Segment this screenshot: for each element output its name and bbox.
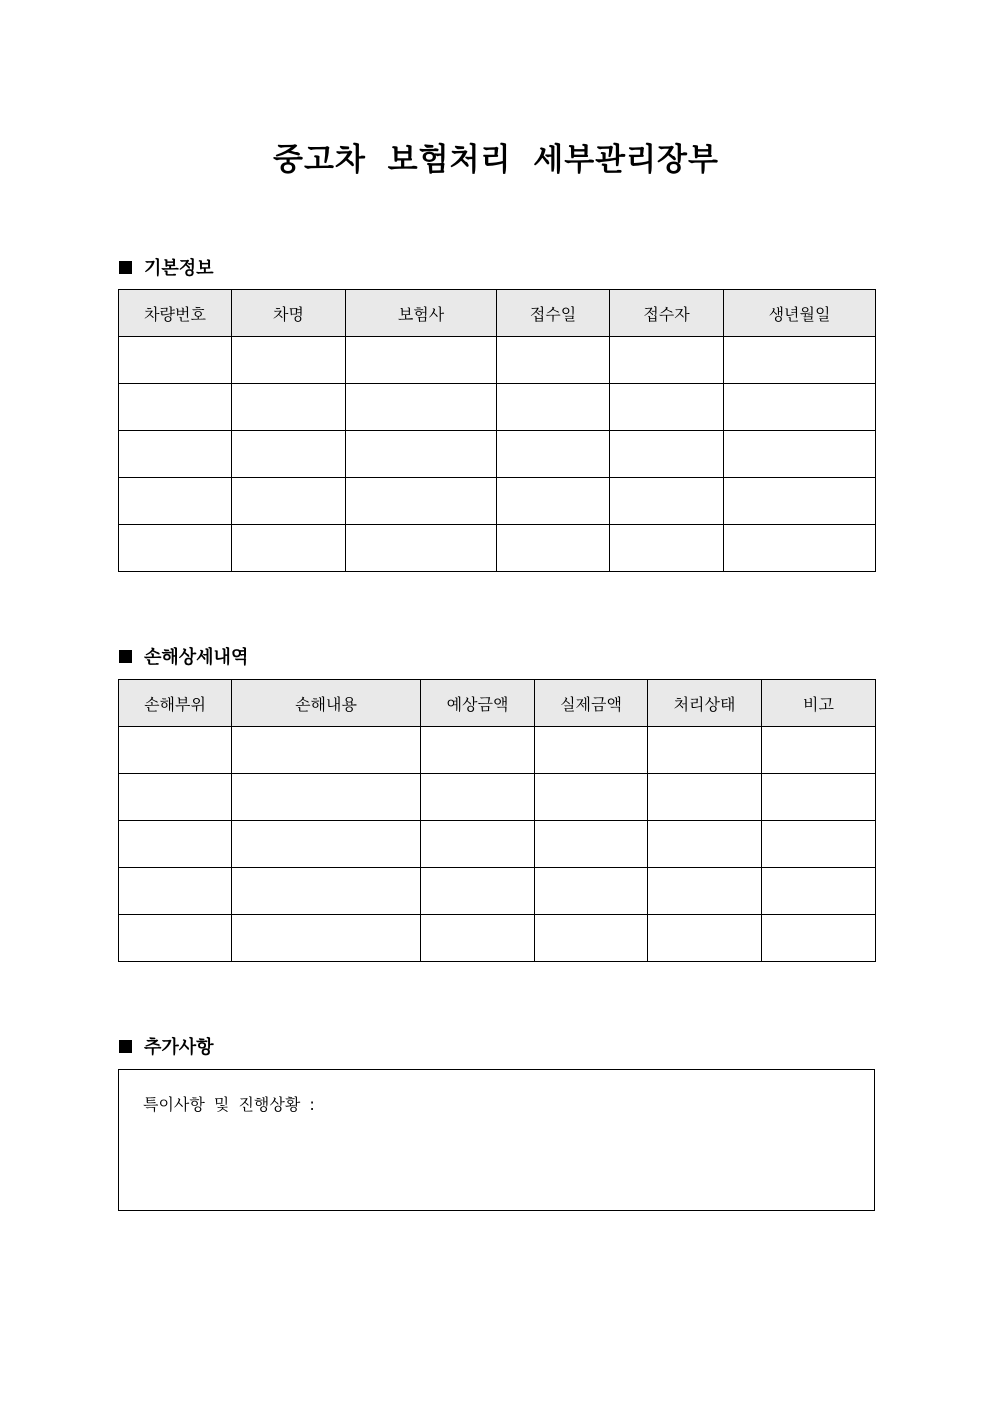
table-cell[interactable] bbox=[346, 525, 497, 572]
column-header: 손해내용 bbox=[232, 680, 421, 727]
table-cell[interactable] bbox=[119, 868, 232, 915]
table-cell[interactable] bbox=[346, 337, 497, 384]
table-cell[interactable] bbox=[610, 525, 724, 572]
table-cell[interactable] bbox=[421, 774, 535, 821]
table-cell[interactable] bbox=[119, 821, 232, 868]
column-header: 비고 bbox=[762, 680, 876, 727]
table-cell[interactable] bbox=[610, 431, 724, 478]
table-cell[interactable] bbox=[421, 821, 535, 868]
column-header: 보험사 bbox=[346, 290, 497, 337]
page-title: 중고차 보험처리 세부관리장부 bbox=[273, 142, 719, 178]
table-cell[interactable] bbox=[724, 431, 876, 478]
table-cell[interactable] bbox=[648, 821, 762, 868]
table-cell[interactable] bbox=[346, 431, 497, 478]
table-cell[interactable] bbox=[421, 915, 535, 962]
table-cell[interactable] bbox=[497, 337, 610, 384]
column-header: 차명 bbox=[232, 290, 346, 337]
table-cell[interactable] bbox=[497, 431, 610, 478]
column-header: 손해부위 bbox=[119, 680, 232, 727]
table-header-row bbox=[119, 290, 876, 337]
table-cell[interactable] bbox=[119, 774, 232, 821]
table-cell[interactable] bbox=[535, 727, 648, 774]
table-cell[interactable] bbox=[610, 478, 724, 525]
table-cell[interactable] bbox=[724, 525, 876, 572]
table-cell[interactable] bbox=[232, 868, 421, 915]
table-row bbox=[119, 821, 876, 868]
table-cell[interactable] bbox=[535, 821, 648, 868]
table-cell[interactable] bbox=[535, 915, 648, 962]
table-cell[interactable] bbox=[610, 337, 724, 384]
table-cell[interactable] bbox=[232, 431, 346, 478]
column-header: 차량번호 bbox=[119, 290, 232, 337]
table-cell[interactable] bbox=[610, 384, 724, 431]
section-heading-damage-details bbox=[119, 643, 248, 669]
table-cell[interactable] bbox=[119, 727, 232, 774]
square-bullet-icon bbox=[119, 261, 132, 274]
table-cell[interactable] bbox=[232, 821, 421, 868]
table-cell[interactable] bbox=[232, 337, 346, 384]
table-cell[interactable] bbox=[232, 384, 346, 431]
basic-info-table bbox=[118, 289, 876, 572]
table-cell[interactable] bbox=[497, 478, 610, 525]
table-cell[interactable] bbox=[535, 774, 648, 821]
column-header: 예상금액 bbox=[421, 680, 535, 727]
section-heading-label: 추가사항 bbox=[144, 1037, 214, 1058]
table-cell[interactable] bbox=[421, 868, 535, 915]
section-heading-basic-info bbox=[119, 254, 214, 280]
table-row bbox=[119, 384, 876, 431]
table-cell[interactable] bbox=[724, 478, 876, 525]
table-cell[interactable] bbox=[497, 525, 610, 572]
section-heading-label: 기본정보 bbox=[144, 258, 214, 279]
table-cell[interactable] bbox=[724, 337, 876, 384]
section-heading-label: 손해상세내역 bbox=[144, 647, 249, 668]
table-cell[interactable] bbox=[119, 384, 232, 431]
column-header: 처리상태 bbox=[648, 680, 762, 727]
table-cell[interactable] bbox=[421, 727, 535, 774]
table-cell[interactable] bbox=[119, 525, 232, 572]
table-cell[interactable] bbox=[762, 821, 876, 868]
table-cell[interactable] bbox=[119, 915, 232, 962]
table-cell[interactable] bbox=[648, 774, 762, 821]
table-row bbox=[119, 337, 876, 384]
table-cell[interactable] bbox=[119, 478, 232, 525]
table-cell[interactable] bbox=[762, 727, 876, 774]
notes-box[interactable] bbox=[118, 1069, 875, 1211]
table-cell[interactable] bbox=[346, 478, 497, 525]
damage-details-table bbox=[118, 679, 876, 962]
table-cell[interactable] bbox=[762, 868, 876, 915]
table-cell[interactable] bbox=[535, 868, 648, 915]
table-row bbox=[119, 727, 876, 774]
table-cell[interactable] bbox=[648, 727, 762, 774]
table-row bbox=[119, 915, 876, 962]
table-header-row bbox=[119, 680, 876, 727]
table-cell[interactable] bbox=[497, 384, 610, 431]
table-cell[interactable] bbox=[724, 384, 876, 431]
table-cell[interactable] bbox=[232, 915, 421, 962]
table-row bbox=[119, 525, 876, 572]
table-cell[interactable] bbox=[232, 727, 421, 774]
table-cell[interactable] bbox=[648, 868, 762, 915]
column-header: 실제금액 bbox=[535, 680, 648, 727]
table-row bbox=[119, 774, 876, 821]
square-bullet-icon bbox=[119, 1040, 132, 1053]
square-bullet-icon bbox=[119, 650, 132, 663]
table-cell[interactable] bbox=[232, 478, 346, 525]
column-header: 생년월일 bbox=[724, 290, 876, 337]
table-cell[interactable] bbox=[762, 774, 876, 821]
table-row bbox=[119, 868, 876, 915]
table-cell[interactable] bbox=[119, 431, 232, 478]
notes-label: 특이사항 및 진행상황 : bbox=[143, 1095, 315, 1114]
table-cell[interactable] bbox=[119, 337, 232, 384]
table-cell[interactable] bbox=[346, 384, 497, 431]
column-header: 접수일 bbox=[497, 290, 610, 337]
table-cell[interactable] bbox=[762, 915, 876, 962]
column-header: 접수자 bbox=[610, 290, 724, 337]
table-cell[interactable] bbox=[232, 774, 421, 821]
table-row bbox=[119, 478, 876, 525]
table-cell[interactable] bbox=[648, 915, 762, 962]
table-cell[interactable] bbox=[232, 525, 346, 572]
table-row bbox=[119, 431, 876, 478]
section-heading-additional bbox=[119, 1033, 214, 1059]
